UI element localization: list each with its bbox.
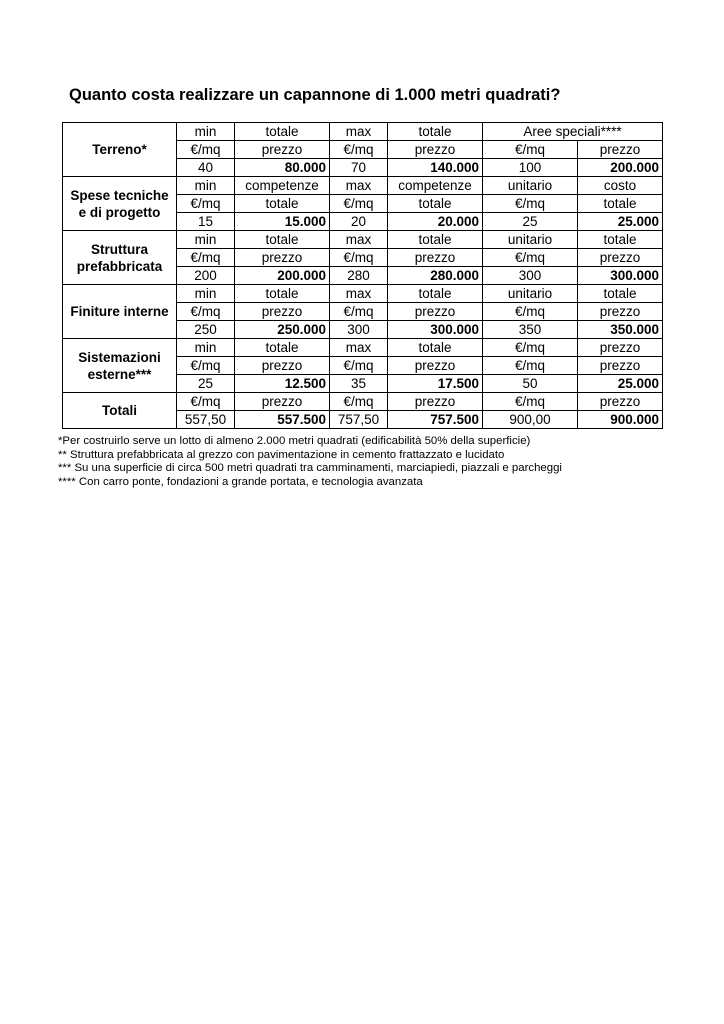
table-header-cell: €/mq (483, 357, 578, 375)
table-value-cell: 757,50 (330, 411, 388, 429)
table-header-cell: €/mq (330, 141, 388, 159)
table-header-cell: prezzo (235, 357, 330, 375)
table-header-cell: max (330, 339, 388, 357)
table-value-cell: 12.500 (235, 375, 330, 393)
table-header-cell: €/mq (330, 195, 388, 213)
table-header-cell: €/mq (330, 357, 388, 375)
table-header-cell: totale (388, 123, 483, 141)
table-header-cell: totale (235, 231, 330, 249)
table-header-cell: €/mq (483, 141, 578, 159)
table-row (63, 177, 663, 195)
table-header-cell: totale (235, 123, 330, 141)
table-header-cell: €/mq (330, 393, 388, 411)
footnotes (58, 435, 562, 489)
table-header-cell: competenze (235, 177, 330, 195)
table-value-cell: 20.000 (388, 213, 483, 231)
footnote: **** Con carro ponte, fondazioni a grande portata, e tecnologia avanzata (58, 475, 423, 488)
table-value-cell: 557.500 (235, 411, 330, 429)
table-header-cell: prezzo (578, 249, 663, 267)
table-value-cell: 25.000 (578, 213, 663, 231)
table-value-cell: 80.000 (235, 159, 330, 177)
table-value-cell: 100 (483, 159, 578, 177)
table-header-cell: €/mq (330, 303, 388, 321)
table-row (63, 339, 663, 357)
table-header-cell: Aree speciali**** (483, 123, 663, 141)
table-header-cell: totale (388, 339, 483, 357)
table-header-cell: €/mq (330, 249, 388, 267)
table-header-cell: max (330, 285, 388, 303)
table-value-cell: 280.000 (388, 267, 483, 285)
table-value-cell: 25 (483, 213, 578, 231)
table-header-cell: totale (235, 339, 330, 357)
table-header-cell: max (330, 177, 388, 195)
table-header-cell: totale (388, 285, 483, 303)
table-header-cell: €/mq (177, 249, 235, 267)
table-header-cell: €/mq (177, 393, 235, 411)
table-value-cell: 40 (177, 159, 235, 177)
table-row (63, 123, 663, 141)
table-header-cell: totale (578, 195, 663, 213)
table-value-cell: 250.000 (235, 321, 330, 339)
table-header-cell: €/mq (177, 303, 235, 321)
table-value-cell: 300 (483, 267, 578, 285)
table-value-cell: 300 (330, 321, 388, 339)
table-value-cell: 350 (483, 321, 578, 339)
table-row (63, 393, 663, 411)
table-header-cell: min (177, 177, 235, 195)
table-value-cell: 140.000 (388, 159, 483, 177)
table-value-cell: 70 (330, 159, 388, 177)
table-header-cell: €/mq (177, 357, 235, 375)
row-label: Spese tecniche e di progetto (63, 177, 177, 231)
table-header-cell: unitario (483, 285, 578, 303)
table-header-cell: €/mq (177, 195, 235, 213)
table-header-cell: prezzo (235, 303, 330, 321)
table-row (63, 231, 663, 249)
table-header-cell: prezzo (388, 393, 483, 411)
table-header-cell: totale (235, 285, 330, 303)
table-header-cell: prezzo (388, 357, 483, 375)
table-header-cell: prezzo (235, 141, 330, 159)
table-value-cell: 300.000 (388, 321, 483, 339)
table-header-cell: unitario (483, 177, 578, 195)
table-header-cell: totale (388, 195, 483, 213)
table-header-cell: prezzo (235, 249, 330, 267)
table-header-cell: totale (235, 195, 330, 213)
table-value-cell: 757.500 (388, 411, 483, 429)
table-header-cell: min (177, 285, 235, 303)
table-header-cell: unitario (483, 231, 578, 249)
table-value-cell: 15.000 (235, 213, 330, 231)
row-label: Sistemazioni esterne*** (63, 339, 177, 393)
table-header-cell: totale (578, 285, 663, 303)
table-header-cell: prezzo (388, 303, 483, 321)
table-value-cell: 50 (483, 375, 578, 393)
footnote: *** Su una superficie di circa 500 metri quadrati tra camminamenti, marciapiedi, piazzali e parcheggi (58, 462, 562, 474)
table-value-cell: 25 (177, 375, 235, 393)
table-value-cell: 200 (177, 267, 235, 285)
table-header-cell: prezzo (388, 249, 483, 267)
table-header-cell: prezzo (578, 393, 663, 411)
table-value-cell: 557,50 (177, 411, 235, 429)
row-label: Terreno* (63, 123, 177, 177)
table-value-cell: 25.000 (578, 375, 663, 393)
table-header-cell: competenze (388, 177, 483, 195)
table-header-cell: max (330, 123, 388, 141)
row-label: Struttura prefabbricata (63, 231, 177, 285)
table-header-cell: €/mq (483, 249, 578, 267)
table-value-cell: 200.000 (235, 267, 330, 285)
footnote: ** Struttura prefabbricata al grezzo con pavimentazione in cemento frattazzato e lucidato (58, 448, 505, 461)
table-header-cell: €/mq (483, 339, 578, 357)
table-header-cell: prezzo (578, 141, 663, 159)
table-value-cell: 900,00 (483, 411, 578, 429)
table-value-cell: 15 (177, 213, 235, 231)
table-value-cell: 200.000 (578, 159, 663, 177)
table-value-cell: 20 (330, 213, 388, 231)
table-header-cell: €/mq (483, 393, 578, 411)
table-value-cell: 900.000 (578, 411, 663, 429)
table-header-cell: prezzo (578, 303, 663, 321)
row-label: Totali (63, 393, 177, 429)
table-header-cell: totale (578, 231, 663, 249)
table-header-cell: totale (388, 231, 483, 249)
table-row (63, 285, 663, 303)
table-value-cell: 300.000 (578, 267, 663, 285)
table-header-cell: min (177, 339, 235, 357)
table-header-cell: costo (578, 177, 663, 195)
table-value-cell: 280 (330, 267, 388, 285)
table-value-cell: 17.500 (388, 375, 483, 393)
row-label: Finiture interne (63, 285, 177, 339)
table-header-cell: min (177, 231, 235, 249)
table-header-cell: €/mq (483, 195, 578, 213)
table-header-cell: prezzo (235, 393, 330, 411)
table-header-cell: min (177, 123, 235, 141)
table-header-cell: €/mq (177, 141, 235, 159)
cost-table (62, 122, 663, 429)
page-title: Quanto costa realizzare un capannone di 1.000 metri quadrati? (69, 86, 561, 104)
table-header-cell: max (330, 231, 388, 249)
footnote: *Per costruirlo serve un lotto di almeno 2.000 metri quadrati (edificabilità 50% della superficie) (58, 435, 531, 447)
table-value-cell: 250 (177, 321, 235, 339)
table-header-cell: prezzo (578, 357, 663, 375)
table-value-cell: 350.000 (578, 321, 663, 339)
table-value-cell: 35 (330, 375, 388, 393)
table-header-cell: prezzo (578, 339, 663, 357)
table-header-cell: €/mq (483, 303, 578, 321)
table-header-cell: prezzo (388, 141, 483, 159)
